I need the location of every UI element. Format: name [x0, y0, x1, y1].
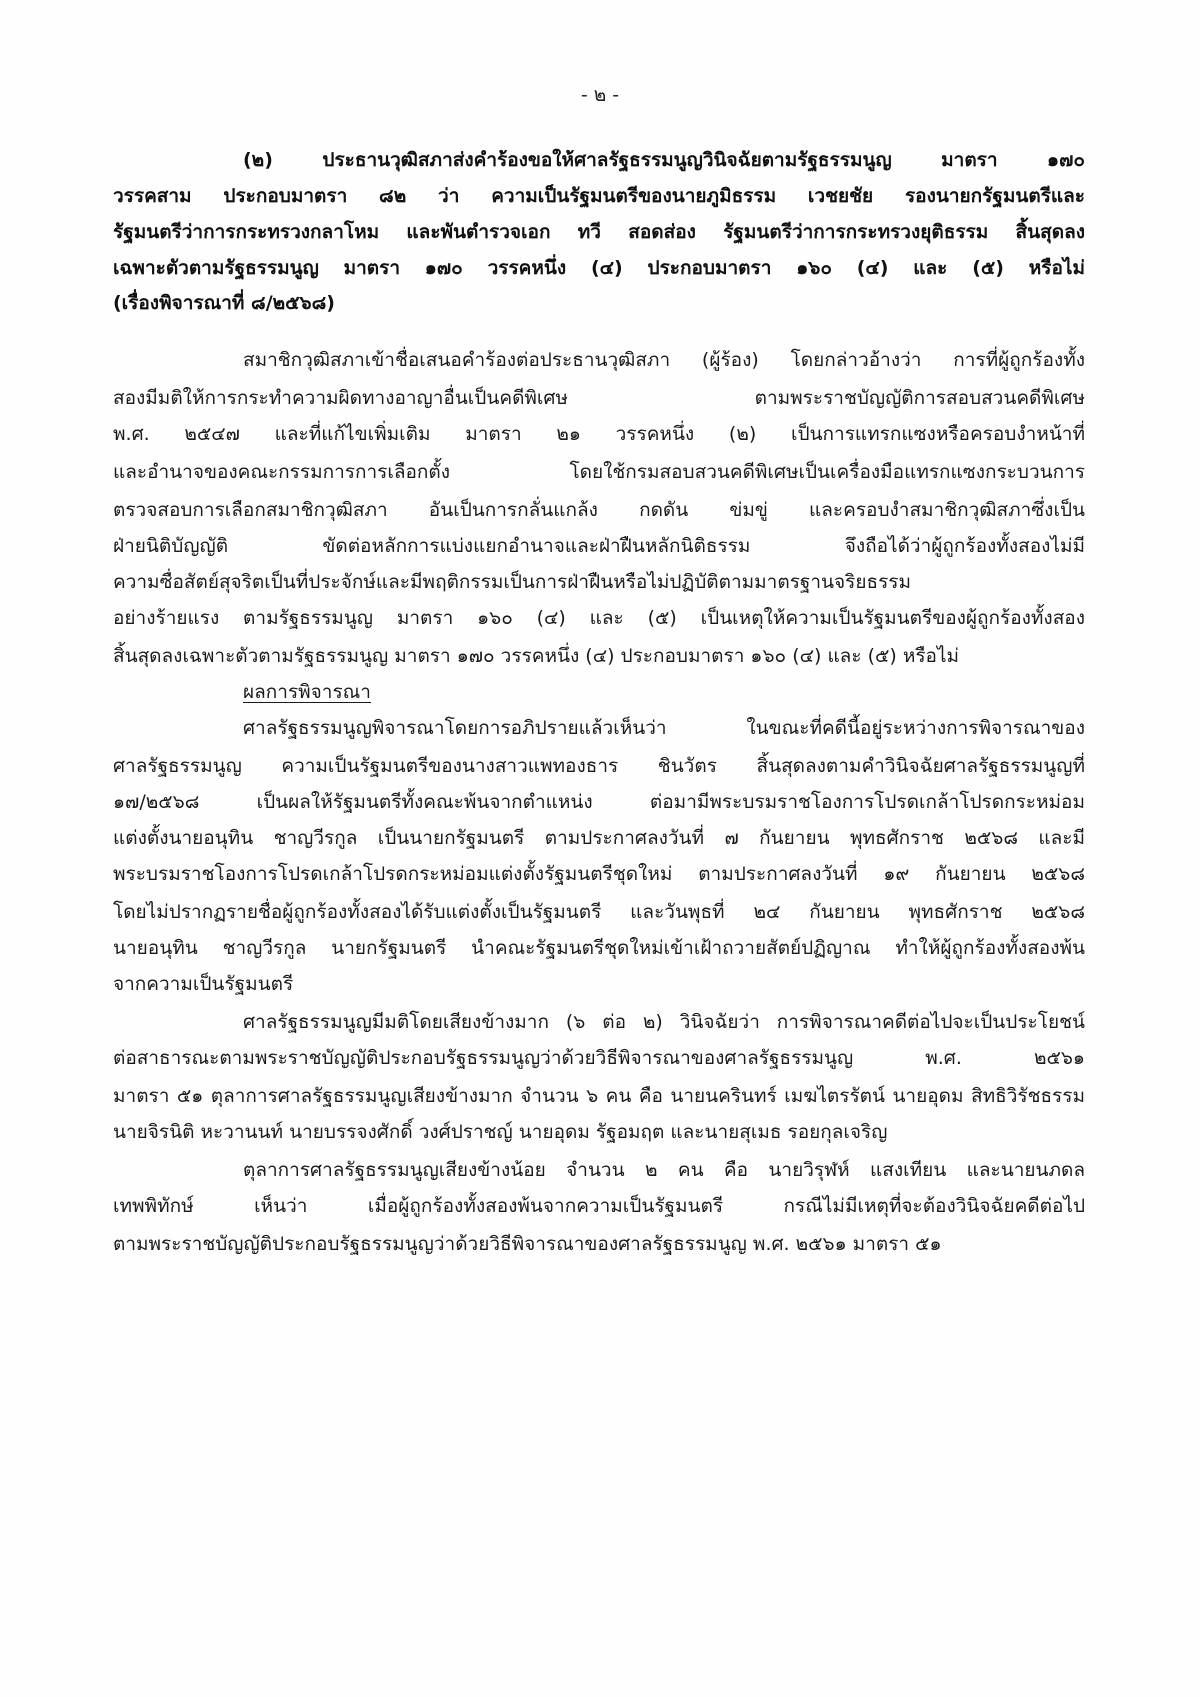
paragraph-line: สิ้นสุดลงเฉพาะตัวตามรัฐธรรมนูญ มาตรา ๑๗๐ วรรคหนึ่ง (๔) ประกอบมาตรา ๑๖๐ (๔) และ (๕) หรือไม่: [113, 645, 960, 667]
paragraph-line: ฝ่ายนิติบัญญัติ ขัดต่อหลักการแบ่งแยกอำนาจและฝ่าฝืนหลักนิติธรรม จึงถือได้ว่าผู้ถูกร้องทั้งสองไม่มี: [113, 535, 1085, 557]
paragraph-line: โดยไม่ปรากฏรายชื่อผู้ถูกร้องทั้งสองได้รับแต่งตั้งเป็นรัฐมนตรี และวันพุธที่ ๒๔ กันยายน พุทธศักราช ๒๕๖๘: [113, 901, 1085, 923]
paragraph-line: อย่างร้ายแรง ตามรัฐธรรมนูญ มาตรา ๑๖๐ (๔) และ (๕) เป็นเหตุให้ความเป็นรัฐมนตรีของผู้ถูกร้องทั้งสอง: [113, 607, 1085, 629]
item-title-line: วรรคสาม ประกอบมาตรา ๘๒ ว่า ความเป็นรัฐมนตรีของนายภูมิธรรม เวชยชัย รองนายกรัฐมนตรีและ: [113, 185, 1085, 207]
paragraph-line: สมาชิกวุฒิสภาเข้าชื่อเสนอคำร้องต่อประธานวุฒิสภา (ผู้ร้อง) โดยกล่าวอ้างว่า การที่ผู้ถูกร้องทั้ง: [243, 349, 1085, 371]
paragraph-line: นายจิรนิติ หะวานนท์ นายบรรจงศักดิ์ วงศ์ปราชญ์ นายอุดม รัฐอมฤต และนายสุเมธ รอยกุลเจริญ: [113, 1121, 888, 1143]
paragraph-line: ตรวจสอบการเลือกสมาชิกวุฒิสภา อันเป็นการกลั่นแกล้ง กดดัน ข่มขู่ และครอบงำสมาชิกวุฒิสภาซึ่งเป็น: [113, 499, 1085, 521]
paragraph-line: ๑๗/๒๕๖๘ เป็นผลให้รัฐมนตรีทั้งคณะพ้นจากตำแหน่ง ต่อมามีพระบรมราชโองการโปรดเกล้าโปรดกระหม่อม: [113, 791, 1085, 813]
item-title-line: รัฐมนตรีว่าการกระทรวงกลาโหม และพันตำรวจเอก ทวี สอดส่อง รัฐมนตรีว่าการกระทรวงยุติธรรม สิ้นสุดลง: [113, 221, 1085, 243]
paragraph-line: แต่งตั้งนายอนุทิน ชาญวีรกูล เป็นนายกรัฐมนตรี ตามประกาศลงวันที่ ๗ กันยายน พุทธศักราช ๒๕๖๘ และมี: [113, 827, 1085, 849]
paragraph-line: ศาลรัฐธรรมนูญ ความเป็นรัฐมนตรีของนางสาวแพทองธาร ชินวัตร สิ้นสุดลงตามคำวินิจฉัยศาลรัฐธรรมนูญที่: [113, 755, 1085, 777]
paragraph-line: ศาลรัฐธรรมนูญมีมติโดยเสียงข้างมาก (๖ ต่อ ๒) วินิจฉัยว่า การพิจารณาคดีต่อไปจะเป็นประโยชน์: [243, 1011, 1085, 1033]
page-number: - ๒ -: [580, 84, 620, 106]
paragraph-line: ความซื่อสัตย์สุจริตเป็นที่ประจักษ์และมีพฤติกรรมเป็นการฝ่าฝืนหรือไม่ปฏิบัติตามมาตรฐานจริยธรรม: [113, 571, 912, 593]
paragraph-line: มาตรา ๕๑ ตุลาการศาลรัฐธรรมนูญเสียงข้างมาก จำนวน ๖ คน คือ นายนครินทร์ เมฆไตรรัตน์ นายอุดม สิทธิวิรัชธรรม: [113, 1085, 1085, 1107]
item-title-line: (๒) ประธานวุฒิสภาส่งคำร้องขอให้ศาลรัฐธรรมนูญวินิจฉัยตามรัฐธรรมนูญ มาตรา ๑๗๐: [243, 149, 1085, 171]
paragraph-line: นายอนุทิน ชาญวีรกูล นายกรัฐมนตรี นำคณะรัฐมนตรีชุดใหม่เข้าเฝ้าถวายสัตย์ปฏิญาณ ทำให้ผู้ถูกร้องทั้งสองพ้น: [113, 937, 1085, 959]
paragraph-line: สองมีมติให้การกระทำความผิดทางอาญาอื่นเป็นคดีพิเศษ ตามพระราชบัญญัติการสอบสวนคดีพิเศษ: [113, 387, 1085, 409]
paragraph-line: พระบรมราชโองการโปรดเกล้าโปรดกระหม่อมแต่งตั้งรัฐมนตรีชุดใหม่ ตามประกาศลงวันที่ ๑๙ กันยายน ๒๕๖๘: [113, 863, 1085, 885]
paragraph-line: ต่อสาธารณะตามพระราชบัญญัติประกอบรัฐธรรมนูญว่าด้วยวิธีพิจารณาของศาลรัฐธรรมนูญ พ.ศ. ๒๕๖๑: [113, 1047, 1085, 1069]
item-title-line: (เรื่องพิจารณาที่ ๘/๒๕๖๘): [113, 292, 335, 314]
paragraph-line: เทพพิทักษ์ เห็นว่า เมื่อผู้ถูกร้องทั้งสองพ้นจากความเป็นรัฐมนตรี กรณีไม่มีเหตุที่จะต้องวินิจฉัยคดีต่อไป: [113, 1195, 1085, 1217]
paragraph-line: จากความเป็นรัฐมนตรี: [113, 973, 294, 995]
paragraph-line: ศาลรัฐธรรมนูญพิจารณาโดยการอภิปรายแล้วเห็นว่า ในขณะที่คดีนี้อยู่ระหว่างการพิจารณาของ: [243, 717, 1085, 739]
paragraph-line: ตามพระราชบัญญัติประกอบรัฐธรรมนูญว่าด้วยวิธีพิจารณาของศาลรัฐธรรมนูญ พ.ศ. ๒๕๖๑ มาตรา ๕๑: [113, 1233, 942, 1255]
paragraph-line: และอำนาจของคณะกรรมการการเลือกตั้ง โดยใช้กรมสอบสวนคดีพิเศษเป็นเครื่องมือแทรกแซงกระบวนการ: [113, 461, 1085, 483]
item-title-line: เฉพาะตัวตามรัฐธรรมนูญ มาตรา ๑๗๐ วรรคหนึ่ง (๔) ประกอบมาตรา ๑๖๐ (๔) และ (๕) หรือไม่: [113, 257, 1085, 279]
paragraph-line: พ.ศ. ๒๕๔๗ และที่แก้ไขเพิ่มเติม มาตรา ๒๑ วรรคหนึ่ง (๒) เป็นการแทรกแซงหรือครอบงำหน้าที่: [113, 423, 1085, 445]
result-heading: ผลการพิจารณา: [243, 681, 371, 703]
paragraph-line: ตุลาการศาลรัฐธรรมนูญเสียงข้างน้อย จำนวน ๒ คน คือ นายวิรุฬห์ แสงเทียน และนายนภดล: [243, 1159, 1085, 1181]
